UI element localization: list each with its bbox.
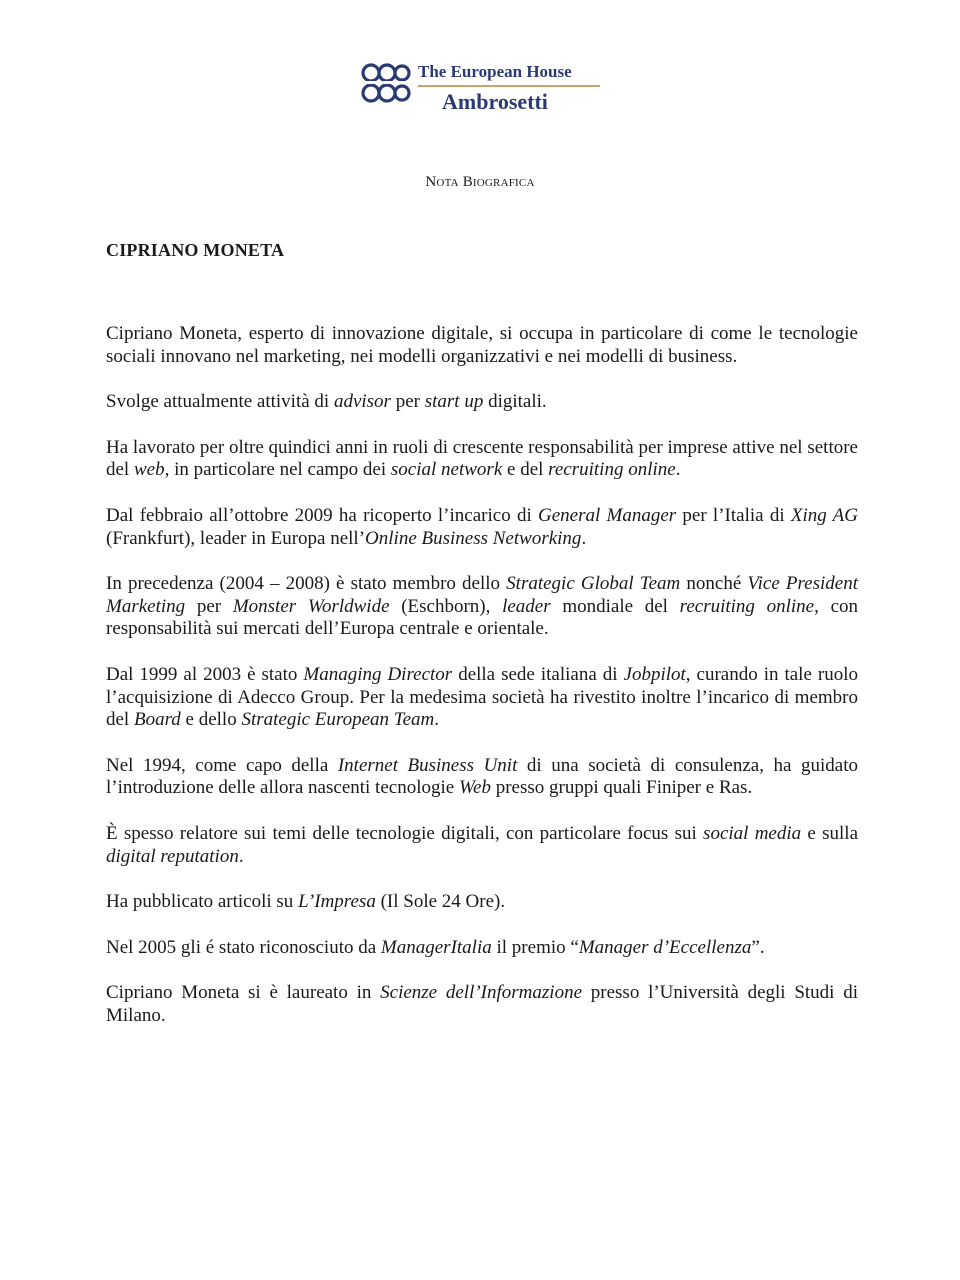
paragraph-text: Nel 1994, come capo della bbox=[106, 754, 338, 776]
paragraph-text: (Il Sole 24 Ore). bbox=[375, 891, 506, 913]
italic-text: Strategic European Team bbox=[241, 709, 435, 731]
paragraph-text: , in particolare nel campo dei bbox=[164, 459, 391, 481]
italic-text: recruiting online bbox=[679, 595, 815, 617]
italic-text: Monster Worldwide bbox=[232, 595, 390, 617]
paragraph-text: presso l’Università degli Studi di Milano. bbox=[106, 982, 858, 1026]
ambrosetti-logo-icon bbox=[360, 62, 412, 106]
biography-paragraph bbox=[106, 982, 858, 1027]
italic-text: Online Business Networking bbox=[365, 527, 582, 549]
paragraph-text: nonché bbox=[680, 573, 748, 595]
italic-text: Vice President Marketing bbox=[106, 573, 858, 617]
person-name-heading: CIPRIANO MONETA bbox=[106, 240, 285, 260]
paragraph-text: per bbox=[390, 391, 425, 413]
paragraph-text: il premio “ bbox=[491, 936, 579, 958]
biography-paragraph bbox=[106, 391, 858, 414]
italic-text: ManagerItalia bbox=[380, 936, 492, 958]
logo-text-bottom: Ambrosetti bbox=[442, 89, 548, 114]
biography-paragraph bbox=[106, 755, 858, 800]
paragraph-text: e sulla bbox=[801, 822, 858, 844]
biography-paragraph bbox=[106, 505, 858, 550]
company-logo bbox=[360, 58, 605, 120]
italic-text: digital reputation bbox=[106, 845, 239, 867]
paragraph-text: , con responsabilità sui mercati dell’Europa centrale e orientale. bbox=[106, 595, 859, 640]
italic-text: Xing AG bbox=[790, 504, 858, 526]
paragraph-text: . bbox=[675, 459, 681, 481]
paragraph-text: e dello bbox=[180, 709, 242, 731]
biography-body bbox=[106, 323, 858, 1050]
paragraph-text: . bbox=[581, 527, 587, 549]
italic-text: L’Impresa bbox=[298, 891, 376, 913]
italic-text: social network bbox=[390, 459, 503, 481]
paragraph-text: della sede italiana di bbox=[452, 663, 624, 685]
paragraph-text: di una società di consulenza, ha guidato l’introduzione delle allora nascenti tecnologie bbox=[106, 754, 858, 799]
italic-text: start up bbox=[424, 391, 484, 413]
italic-text: Board bbox=[133, 709, 181, 731]
italic-text: Managing Director bbox=[303, 663, 453, 685]
biography-paragraph bbox=[106, 573, 858, 641]
italic-text: social media bbox=[703, 822, 802, 844]
paragraph-text: per bbox=[185, 595, 233, 617]
paragraph-text: In precedenza (2004 – 2008) è stato membro dello bbox=[106, 573, 507, 595]
paragraph-text: ”. bbox=[751, 936, 765, 958]
paragraph-text: mondiale del bbox=[550, 595, 680, 617]
paragraph-text: e del bbox=[502, 459, 549, 481]
paragraph-text: Ha lavorato per oltre quindici anni in ruoli di crescente responsabilità per imprese attive nel settore del bbox=[106, 436, 858, 481]
italic-text: General Manager bbox=[537, 504, 677, 526]
italic-text: Web bbox=[458, 777, 491, 799]
paragraph-text: Ha pubblicato articoli su bbox=[106, 891, 299, 913]
italic-text: advisor bbox=[333, 391, 391, 413]
italic-text: leader bbox=[502, 595, 551, 617]
biography-paragraph bbox=[106, 937, 858, 960]
paragraph-text: È spesso relatore sui temi delle tecnologie digitali, con particolare focus sui bbox=[106, 822, 704, 844]
italic-text: Strategic Global Team bbox=[506, 573, 681, 595]
biography-paragraph bbox=[106, 891, 858, 914]
italic-text: Jobpilot bbox=[623, 663, 686, 685]
paragraph-text: , curando in tale ruolo l’acquisizione di Adecco Group. Per la medesima società ha rivestito inoltre l’incarico di membro del bbox=[106, 663, 858, 731]
paragraph-text: Nel 2005 gli é stato riconosciuto da bbox=[106, 936, 381, 958]
paragraph-text: presso gruppi quali Finiper e Ras. bbox=[490, 777, 753, 799]
paragraph-text: Dal 1999 al 2003 è stato bbox=[106, 663, 304, 685]
biography-paragraph bbox=[106, 437, 858, 482]
italic-text: Manager d’Eccellenza bbox=[578, 936, 752, 958]
paragraph-text: Cipriano Moneta si è laureato in bbox=[106, 982, 381, 1004]
paragraph-text: Svolge attualmente attività di bbox=[106, 391, 334, 413]
biography-paragraph bbox=[106, 323, 858, 368]
paragraph-text: per l’Italia di bbox=[676, 504, 791, 526]
biography-paragraph bbox=[106, 664, 858, 732]
paragraph-text: Dal febbraio all’ottobre 2009 ha ricoperto l’incarico di bbox=[106, 504, 538, 526]
biography-paragraph bbox=[106, 823, 858, 868]
paragraph-text: (Eschborn), bbox=[389, 595, 503, 617]
paragraph-text: . bbox=[434, 709, 440, 731]
logo-divider bbox=[418, 85, 600, 87]
paragraph-text: (Frankfurt), leader in Europa nell’ bbox=[106, 527, 366, 549]
italic-text: Scienze dell’Informazione bbox=[380, 982, 583, 1004]
italic-text: Internet Business Unit bbox=[337, 754, 518, 776]
italic-text: web bbox=[133, 459, 165, 481]
logo-text-top: The European House bbox=[418, 62, 572, 81]
document-label: Nota Biografica bbox=[425, 174, 535, 190]
paragraph-text: . bbox=[238, 845, 244, 867]
paragraph-text: Cipriano Moneta, esperto di innovazione digitale, si occupa in particolare di come le tecnologie sociali innovano nel marketing, nei modelli organizzativi e nei modelli di business. bbox=[106, 323, 858, 367]
italic-text: recruiting online bbox=[548, 459, 676, 481]
paragraph-text: digitali. bbox=[483, 391, 547, 413]
